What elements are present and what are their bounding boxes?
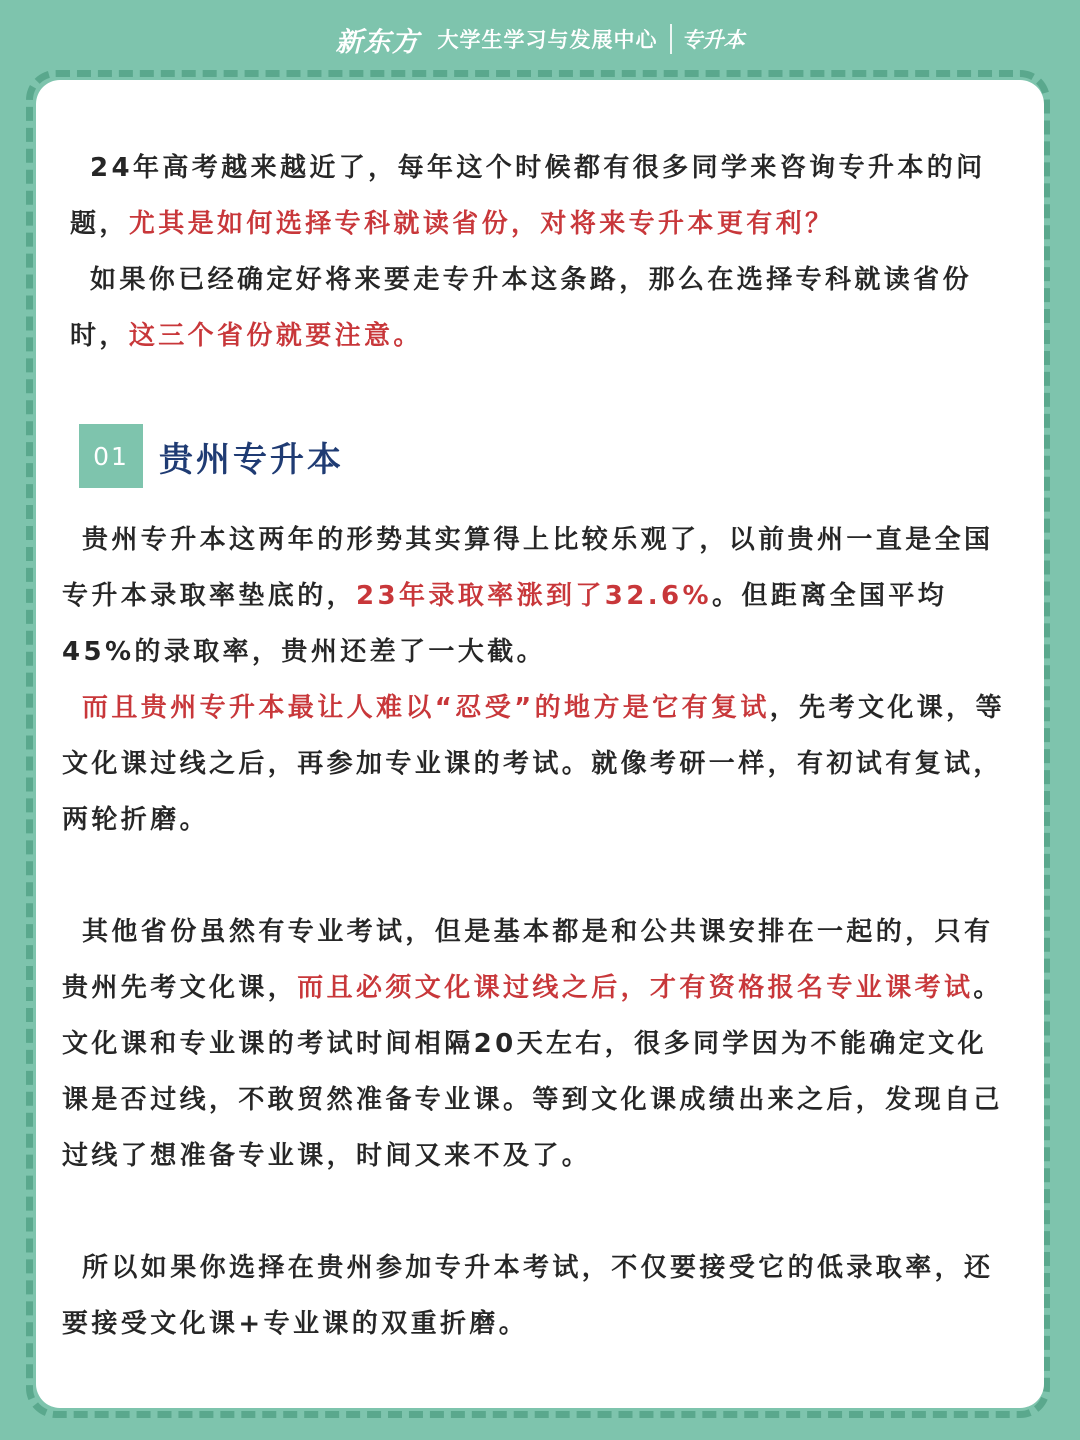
body-highlight: 23年录取率涨到了32.6% (356, 581, 712, 611)
brand-tag: 专升本 (681, 28, 745, 52)
intro-paragraph-2 (70, 252, 1006, 364)
intro-text: 24年高考越来越近了，每年这个时候都有很多同学来咨询专升本的问题， (70, 153, 986, 239)
intro-highlight: 尤其是如何选择专科就读省份，对将来专升本更有利？ (128, 209, 835, 239)
brand-center-name: 大学生学习与发展中心 (437, 28, 658, 52)
section-paragraph-1 (62, 512, 1012, 680)
header-divider (670, 24, 672, 54)
body-text: 所以如果你选择在贵州参加专升本考试，不仅要接受它的低录取率，还要接受文化课+专业课的双重折磨。 (62, 1253, 994, 1339)
brand-logo: 新东方 (335, 26, 420, 58)
intro-text: 如果你已经确定好将来要走专升本这条路，那么在选择专科就读省份时， (70, 265, 973, 351)
header-bar (0, 0, 1080, 78)
body-highlight: 而且贵州专升本最让人难以“忍受”的地方是它有复试 (82, 693, 770, 723)
body-text: 贵州专升本这两年的形势其实算得上比较乐观了，以前贵州一直是全国专升本录取率垫底的， (62, 525, 994, 611)
body-text: ，先考文化课，等文化课过线之后，再参加专业课的考试。就像考研一样，有初试有复试，两轮折磨。 (62, 693, 1005, 835)
section-paragraph-3 (62, 904, 1012, 1184)
intro-paragraph-1 (70, 140, 1006, 252)
content-card (36, 80, 1044, 1408)
section-paragraph-2 (62, 680, 1012, 848)
section-paragraph-4 (62, 1240, 1012, 1352)
section-number-badge: 01 (79, 424, 143, 488)
section-title: 贵州专升本 (159, 439, 344, 480)
body-text: 。文化课和专业课的考试时间相隔20天左右，很多同学因为不能确定文化课是否过线，不敢贸然准备专业课。等到文化课成绩出来之后，发现自己过线了想准备专业课，时间又来不及了。 (62, 973, 1003, 1171)
body-text: 其他省份虽然有专业考试，但是基本都是和公共课安排在一起的，只有贵州先考文化课， (62, 917, 994, 1003)
body-highlight: 而且必须文化课过线之后，才有资格报名专业课考试 (297, 973, 974, 1003)
body-text: 。但距离全国平均45%的录取率，贵州还差了一大截。 (62, 581, 948, 667)
intro-highlight: 这三个省份就要注意。 (128, 321, 423, 351)
section-heading (79, 424, 344, 488)
